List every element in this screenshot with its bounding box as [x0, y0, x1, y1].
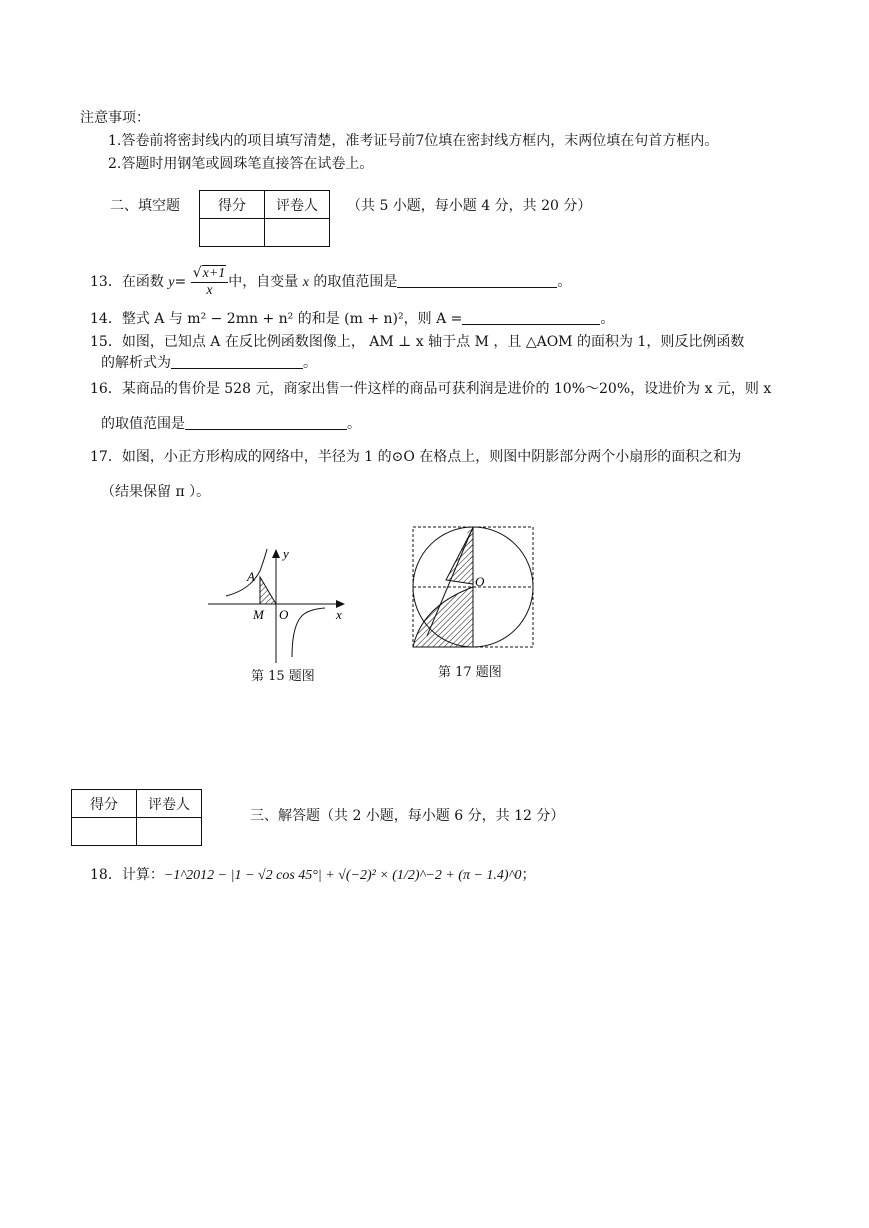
- q15-number: 15．: [90, 334, 122, 350]
- question-17-line1: [90, 448, 741, 466]
- q18-pre: 计算：: [121, 867, 164, 883]
- q16-text: 某商品的售价是 528 元，商家出售一件这样的商品可获利润是进价的 10%～20%，设进价为 x 元，则 x: [121, 381, 772, 397]
- q17-text: 如图，小正方形构成的网络中，半径为 1 的⊙O 在格点上，则图中阴影部分两个小扇形的面积之和为: [121, 449, 742, 465]
- q13-den: x: [206, 283, 213, 298]
- q13-pre: 在函数: [121, 274, 164, 290]
- q15-end: 。: [303, 355, 317, 371]
- figure-15: [205, 545, 355, 665]
- q18-expression: −1^2012 − |1 − √2 cos 45°| + √(−2)² × (1/2)^−2 + (π − 1.4)^0: [163, 868, 522, 883]
- figure-17-caption: 第 17 题图: [438, 665, 502, 680]
- q18-number: 18．: [90, 867, 122, 883]
- hyperbola-branch-right: [292, 608, 325, 657]
- q18-end: ；: [521, 867, 536, 883]
- q15-text: 如图，已知点 A 在反比例函数图像上， AM ⊥ x 轴于点 M ，且 △AOM 的面积为 1，则反比例函数: [121, 334, 745, 350]
- q13-number: 13．: [90, 274, 122, 290]
- q13-answer-blank[interactable]: [397, 273, 557, 288]
- q14-text: 整式 A 与 m² − 2mn + n² 的和是 (m + n)²，则 A =: [121, 311, 463, 327]
- q13-y: y: [168, 275, 175, 290]
- note-item-1: 1.答卷前将密封线内的项目填写清楚，准考证号前7位填在密封线方框内，末两位填在句首方框内。: [108, 133, 719, 149]
- figure-17: [412, 526, 536, 650]
- q16-end: 。: [347, 416, 361, 432]
- note-item-2: 2.答题时用钢笔或圆珠笔直接答在试卷上。: [108, 156, 374, 172]
- notes-title: 注意事项：: [80, 110, 150, 126]
- grader-header: 评卷人: [137, 790, 202, 818]
- section2-score-table: [199, 190, 330, 247]
- section3-score-table: [71, 789, 202, 846]
- q13-mid: 中，自变量: [228, 274, 299, 290]
- q16-line2: 的取值范围是: [101, 416, 185, 432]
- grader-cell[interactable]: [265, 219, 330, 247]
- score-cell[interactable]: [200, 219, 265, 247]
- q15-answer-blank[interactable]: [171, 354, 303, 369]
- label-y: y: [283, 546, 289, 561]
- label-a: A: [247, 569, 255, 584]
- q14-number: 14．: [90, 311, 122, 327]
- question-16-line2: [101, 415, 361, 433]
- section2-title: 二、填空题: [110, 198, 180, 214]
- triangle-aom: [260, 577, 276, 604]
- q13-fraction: $\frac{√x+1}{x}$: [191, 265, 229, 299]
- q15-line2: 的解析式为: [101, 355, 171, 371]
- q16-number: 16．: [90, 381, 122, 397]
- grader-cell[interactable]: [137, 818, 202, 846]
- question-13: [90, 262, 571, 303]
- label-o17: O: [475, 574, 485, 589]
- label-x: x: [336, 607, 342, 622]
- grader-header: 评卷人: [265, 191, 330, 219]
- score-cell[interactable]: [72, 818, 137, 846]
- y-axis-arrow: [272, 549, 280, 558]
- q16-answer-blank[interactable]: [185, 415, 347, 430]
- question-15-line1: [90, 333, 744, 351]
- lower-sector: [413, 587, 473, 647]
- question-16-line1: [90, 380, 771, 398]
- label-m: M: [253, 607, 264, 622]
- q17-number: 17．: [90, 449, 122, 465]
- figure-15-caption: 第 15 题图: [251, 669, 315, 684]
- q13-end: 。: [557, 274, 572, 290]
- section3-title: 三、解答题（共 2 小题，每小题 6 分，共 12 分）: [250, 808, 565, 824]
- section2-info: （共 5 小题，每小题 4 分，共 20 分）: [347, 198, 592, 214]
- q13-var: x: [302, 275, 309, 290]
- q13-sqrt-expr: x+1: [202, 266, 226, 281]
- q13-eq: =: [174, 274, 187, 290]
- question-15-line2: [101, 354, 317, 372]
- q14-end: 。: [600, 311, 615, 327]
- question-17-line2: （结果保留 π ）。: [101, 484, 211, 500]
- question-14: [90, 310, 614, 328]
- q14-answer-blank[interactable]: [462, 310, 600, 325]
- q13-post: 的取值范围是: [313, 274, 398, 290]
- score-header: 得分: [200, 191, 265, 219]
- label-o: O: [279, 607, 289, 622]
- question-18: [90, 866, 535, 885]
- score-header: 得分: [72, 790, 137, 818]
